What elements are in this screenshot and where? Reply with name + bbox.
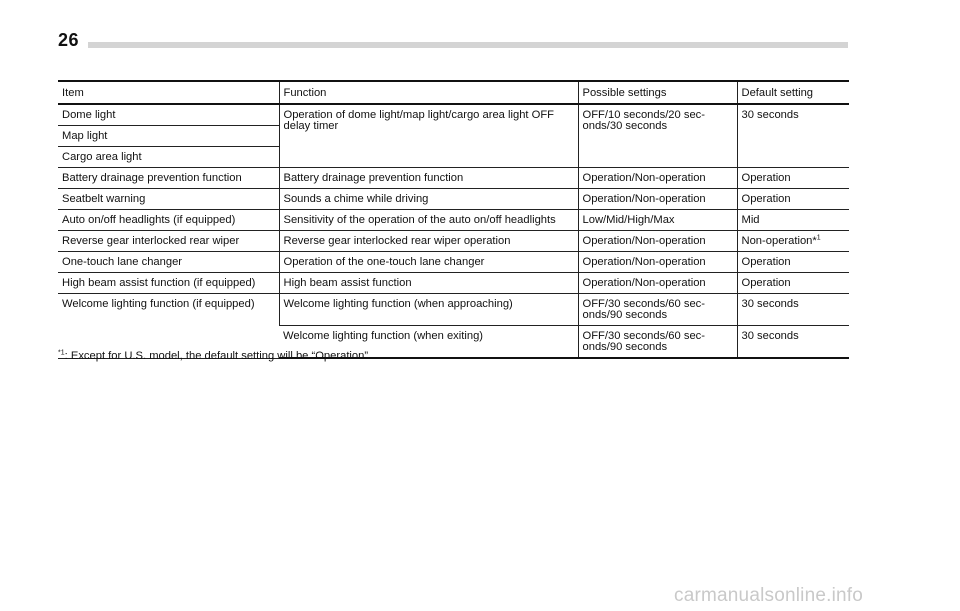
cell-function: Operation of dome light/map light/cargo area light OFF delay timer: [279, 104, 578, 168]
cell-possible-settings: OFF/30 seconds/60 sec-onds/90 seconds: [578, 294, 737, 326]
cell-default-setting: [737, 231, 849, 252]
cell-item: Dome light: [58, 104, 279, 126]
table-row: [58, 294, 849, 326]
cell-function: Welcome lighting function (when exiting): [279, 326, 578, 359]
header-item: Item: [58, 81, 279, 104]
cell-function: Sensitivity of the operation of the auto on/off headlights: [279, 210, 578, 231]
cell-item: Map light: [58, 126, 279, 147]
page-number: 26: [58, 30, 80, 50]
footnote-marker: *: [58, 349, 61, 357]
settings-table: [58, 80, 849, 359]
cell-item: Auto on/off headlights (if equipped): [58, 210, 279, 231]
cell-default-setting: Operation: [737, 273, 849, 294]
watermark: carmanualsonline.info: [674, 585, 864, 606]
table-row: [58, 168, 849, 189]
table-row: [58, 273, 849, 294]
cell-possible-settings: OFF/10 seconds/20 sec-onds/30 seconds: [578, 104, 737, 168]
header-rule: [88, 42, 848, 48]
table-row: [58, 252, 849, 273]
cell-item: Seatbelt warning: [58, 189, 279, 210]
cell-item: Cargo area light: [58, 147, 279, 168]
cell-possible-settings: OFF/30 seconds/60 sec-onds/90 seconds: [578, 326, 737, 359]
cell-function: Welcome lighting function (when approaching): [279, 294, 578, 326]
cell-default-setting: Operation: [737, 168, 849, 189]
cell-possible-settings: Operation/Non-operation: [578, 231, 737, 252]
table-row: [58, 210, 849, 231]
cell-item: Battery drainage prevention function: [58, 168, 279, 189]
cell-function: High beam assist function: [279, 273, 578, 294]
footnote: [58, 350, 371, 362]
footnote-ref: 1: [816, 234, 821, 242]
cell-possible-settings: Operation/Non-operation: [578, 168, 737, 189]
cell-default-setting: 30 seconds: [737, 294, 849, 326]
cell-default-setting: Operation: [737, 189, 849, 210]
table-header-row: [58, 81, 849, 104]
table-row: [58, 104, 849, 126]
footnote-text: : Except for U.S. model, the default setting will be “Operation”.: [64, 350, 372, 362]
footnote-number: 1: [60, 349, 65, 357]
cell-function: Operation of the one-touch lane changer: [279, 252, 578, 273]
cell-default-setting: 30 seconds: [737, 104, 849, 168]
cell-possible-settings: Operation/Non-operation: [578, 189, 737, 210]
cell-default-setting: Mid: [737, 210, 849, 231]
cell-possible-settings: Operation/Non-operation: [578, 273, 737, 294]
table-row: [58, 189, 849, 210]
cell-item: Reverse gear interlocked rear wiper: [58, 231, 279, 252]
cell-item: High beam assist function (if equipped): [58, 273, 279, 294]
header-default-setting: Default setting: [737, 81, 849, 104]
cell-possible-settings: Low/Mid/High/Max: [578, 210, 737, 231]
header-possible-settings: Possible settings: [578, 81, 737, 104]
cell-default-setting: 30 seconds: [737, 326, 849, 359]
cell-function: Reverse gear interlocked rear wiper operation: [279, 231, 578, 252]
cell-possible-settings: Operation/Non-operation: [578, 252, 737, 273]
cell-item: One-touch lane changer: [58, 252, 279, 273]
cell-function: Battery drainage prevention function: [279, 168, 578, 189]
cell-function: Sounds a chime while driving: [279, 189, 578, 210]
default-setting-text: Non-operation*: [741, 235, 817, 247]
table-row: [58, 231, 849, 252]
header-function: Function: [279, 81, 578, 104]
cell-item: Welcome lighting function (if equipped): [58, 294, 279, 359]
cell-default-setting: Operation: [737, 252, 849, 273]
